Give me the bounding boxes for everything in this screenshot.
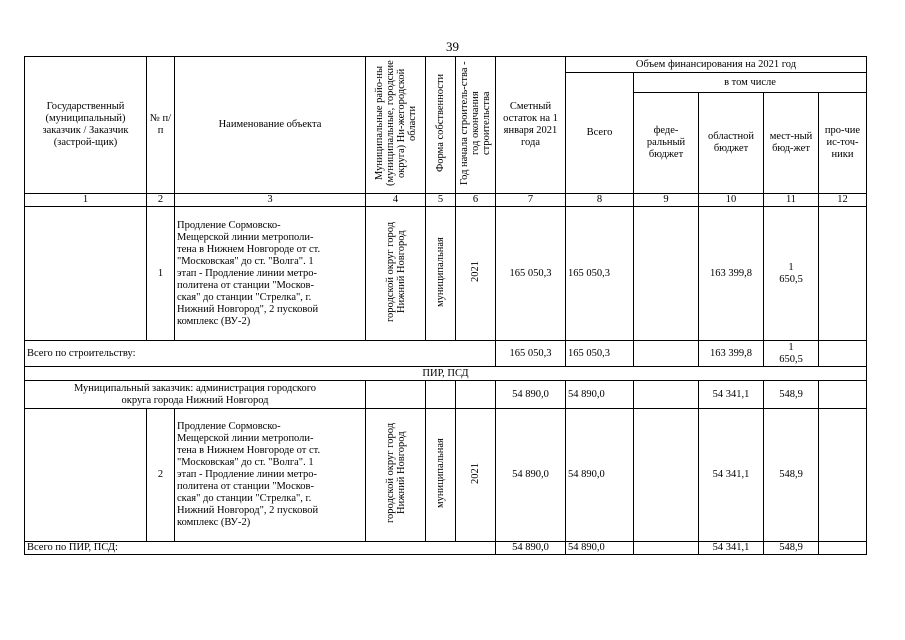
customer-other bbox=[819, 381, 867, 409]
header-customer: Государственный (муниципальный) заказчик / Заказчик (застрой-щик) bbox=[25, 57, 147, 194]
financing-table bbox=[24, 56, 867, 555]
customer-row bbox=[25, 381, 867, 409]
row1-estimate: 165 050,3 bbox=[496, 207, 566, 341]
row2-municipality: городской округ город Нижний Новгород bbox=[366, 409, 426, 542]
subtotal1-local: 1 650,5 bbox=[764, 341, 819, 367]
subtotal1-estimate: 165 050,3 bbox=[496, 341, 566, 367]
col-num: 8 bbox=[566, 194, 634, 207]
header-no: № п/п bbox=[147, 57, 175, 194]
subtotal2-local: 548,9 bbox=[764, 542, 819, 555]
col-num: 4 bbox=[366, 194, 426, 207]
customer-municipality bbox=[366, 381, 426, 409]
customer-label: Муниципальный заказчик: администрация городского округа города Нижний Новгород bbox=[25, 381, 366, 409]
col-num: 9 bbox=[634, 194, 699, 207]
customer-federal bbox=[634, 381, 699, 409]
row1-ownership: муниципальная bbox=[426, 207, 456, 341]
row2-other bbox=[819, 409, 867, 542]
row1-regional: 163 399,8 bbox=[699, 207, 764, 341]
row1-federal bbox=[634, 207, 699, 341]
header-estimate: Сметный остаток на 1 января 2021 года bbox=[496, 57, 566, 194]
row2-federal bbox=[634, 409, 699, 542]
subtotal1-federal bbox=[634, 341, 699, 367]
customer-local: 548,9 bbox=[764, 381, 819, 409]
subtotal2-federal bbox=[634, 542, 699, 555]
row1-other bbox=[819, 207, 867, 341]
col-num: 1 bbox=[25, 194, 147, 207]
row2-total: 54 890,0 bbox=[566, 409, 634, 542]
subtotal-row bbox=[25, 341, 867, 367]
row1-municipality: городской округ город Нижний Новгород bbox=[366, 207, 426, 341]
subtotal1-label: Всего по строительству: bbox=[25, 341, 496, 367]
row2-regional: 54 341,1 bbox=[699, 409, 764, 542]
subtotal-row bbox=[25, 542, 867, 555]
subtotal2-label: Всего по ПИР, ПСД: bbox=[25, 542, 496, 555]
customer-years bbox=[456, 381, 496, 409]
row1-total: 165 050,3 bbox=[566, 207, 634, 341]
col-num: 3 bbox=[175, 194, 366, 207]
subtotal1-total: 165 050,3 bbox=[566, 341, 634, 367]
header-regional: областной бюджет bbox=[699, 93, 764, 194]
header-federal: феде-ральный бюджет bbox=[634, 93, 699, 194]
col-num: 2 bbox=[147, 194, 175, 207]
section-row bbox=[25, 367, 867, 381]
col-num: 10 bbox=[699, 194, 764, 207]
subtotal1-regional: 163 399,8 bbox=[699, 341, 764, 367]
row2-years: 2021 bbox=[456, 409, 496, 542]
header-years: Год начала строитель-ства - год окончания строительства bbox=[456, 57, 496, 194]
row2-local: 548,9 bbox=[764, 409, 819, 542]
row1-years: 2021 bbox=[456, 207, 496, 341]
page-number: 39 bbox=[446, 39, 459, 54]
subtotal2-estimate: 54 890,0 bbox=[496, 542, 566, 555]
row1-no: 1 bbox=[147, 207, 175, 341]
header-funding-group: Объем финансирования на 2021 год bbox=[566, 57, 867, 73]
col-num: 11 bbox=[764, 194, 819, 207]
header-total: Всего bbox=[566, 73, 634, 194]
col-num: 7 bbox=[496, 194, 566, 207]
table-row bbox=[25, 207, 867, 341]
header-local: мест-ный бюд-жет bbox=[764, 93, 819, 194]
subtotal2-total: 54 890,0 bbox=[566, 542, 634, 555]
row1-object-name: Продление Сормовско- Мещерской линии метрополи- тена в Нижнем Новгороде от ст. "Московская" до ст. "Волга". 1 этап - Продление линии метро- политена от станции "Москов- ская" до станции "Стрелка", г. Нижний Новгород", 2 пусковой комплекс (ВУ-2) bbox=[175, 207, 366, 341]
header-object-name: Наименование объекта bbox=[175, 57, 366, 194]
customer-total: 54 890,0 bbox=[566, 381, 634, 409]
row1-local: 1 650,5 bbox=[764, 207, 819, 341]
subtotal2-other bbox=[819, 542, 867, 555]
row2-object-name: Продление Сормовско- Мещерской линии метрополи- тена в Нижнем Новгороде от ст. "Московская" до ст. "Волга". 1 этап - Продление линии метро- политена от станции "Москов- ская" до станции "Стрелка", г. Нижний Новгород", 2 пусковой комплекс (ВУ-2) bbox=[175, 409, 366, 542]
header-ownership: Форма собственности bbox=[426, 57, 456, 194]
row2-estimate: 54 890,0 bbox=[496, 409, 566, 542]
column-numbers-row bbox=[25, 194, 867, 207]
header-other: про-чие ис-точ-ники bbox=[819, 93, 867, 194]
customer-ownership bbox=[426, 381, 456, 409]
col-num: 12 bbox=[819, 194, 867, 207]
section-title: ПИР, ПСД bbox=[25, 367, 867, 381]
subtotal1-other bbox=[819, 341, 867, 367]
col-num: 5 bbox=[426, 194, 456, 207]
customer-estimate: 54 890,0 bbox=[496, 381, 566, 409]
subtotal2-regional: 54 341,1 bbox=[699, 542, 764, 555]
header-municipality: Муниципальные райо-ны (муниципальные, городские округа) Ни-жегородской области bbox=[366, 57, 426, 194]
table-row bbox=[25, 409, 867, 542]
customer-regional: 54 341,1 bbox=[699, 381, 764, 409]
row1-customer bbox=[25, 207, 147, 341]
header-including: в том числе bbox=[634, 73, 867, 93]
row2-no: 2 bbox=[147, 409, 175, 542]
col-num: 6 bbox=[456, 194, 496, 207]
row2-customer bbox=[25, 409, 147, 542]
row2-ownership: муниципальная bbox=[426, 409, 456, 542]
